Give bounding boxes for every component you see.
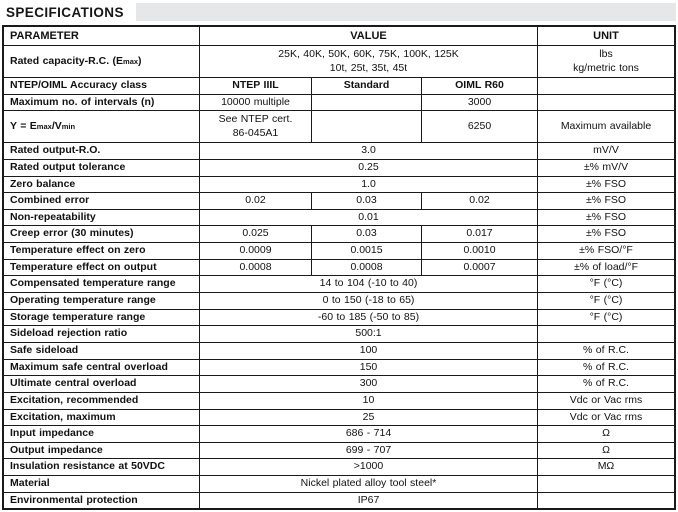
value-cell: 699 - 707 [200, 443, 538, 459]
section-titlebar [2, 2, 676, 23]
unit-cell: Ω [602, 427, 610, 440]
value-subcell: 0.0007 [422, 260, 538, 276]
parameter-cell: Ultimate central overload [4, 376, 200, 392]
parameter-cell: Material [4, 476, 200, 492]
table-row [4, 210, 674, 227]
header-unit: UNIT [593, 29, 619, 42]
value-cell: 25K, 40K, 50K, 60K, 75K, 100K, 125K 10t, 25t, 35t, 45t [200, 46, 538, 77]
table-row [4, 326, 674, 343]
value-cell: >1000 [200, 459, 538, 475]
parameter-cell: Creep error (30 minutes) [4, 226, 200, 242]
value-cell: 0.25 [200, 160, 538, 176]
unit-cell: °F (°C) [589, 277, 623, 290]
table-row [4, 476, 674, 493]
unit-cell: Vdc or Vac rms [569, 393, 643, 406]
value-subcell: 0.03 [312, 226, 422, 242]
table-row [4, 143, 674, 160]
specifications-table [2, 25, 676, 510]
value-subcell: 10000 multiple [200, 95, 312, 111]
value-subcell: See NTEP cert. 86-045A1 [200, 111, 312, 142]
unit-cell: ±% FSO [585, 177, 627, 190]
value-cell: 0.01 [200, 210, 538, 226]
value-subcell: 6250 [422, 111, 538, 142]
table-header-row [4, 27, 674, 46]
value-subcell: 0.02 [200, 193, 312, 209]
value-subcell: 0.0015 [312, 243, 422, 259]
value-subcell: 0.017 [422, 226, 538, 242]
table-row [4, 360, 674, 377]
parameter-cell: Safe sideload [4, 343, 200, 359]
parameter-cell: Maximum no. of intervals (n) [4, 95, 200, 111]
unit-cell [538, 493, 674, 509]
parameter-cell: Rated capacity-R.C. (E max ) [4, 46, 200, 77]
table-row [4, 276, 674, 293]
value-subcell: 0.02 [422, 193, 538, 209]
parameter-cell: Temperature effect on output [4, 260, 200, 276]
unit-cell: ±% FSO [585, 194, 627, 207]
table-row [4, 493, 674, 509]
parameter-cell: Input impedance [4, 426, 200, 442]
parameter-cell: Environmental protection [4, 493, 200, 509]
parameter-cell: Sideload rejection ratio [4, 326, 200, 342]
value-cell: 25 [200, 410, 538, 426]
table-row [4, 393, 674, 410]
value-subcell [312, 111, 422, 142]
value-subcell: NTEP IIIL [200, 78, 312, 94]
parameter-cell: Output impedance [4, 443, 200, 459]
unit-cell: Maximum available [560, 119, 652, 132]
parameter-cell: Rated output tolerance [4, 160, 200, 176]
parameter-cell: Zero balance [4, 177, 200, 193]
table-row [4, 111, 674, 143]
table-row [4, 95, 674, 112]
unit-cell: Ω [602, 443, 610, 456]
table-row [4, 410, 674, 427]
value-subcell: 0.0009 [200, 243, 312, 259]
unit-cell: ±% FSO [585, 227, 627, 240]
table-row [4, 193, 674, 210]
unit-cell: °F (°C) [589, 294, 623, 307]
parameter-cell: NTEP/OIML Accuracy class [4, 78, 200, 94]
value-subcell: 3000 [422, 95, 538, 111]
unit-cell: mV/V [593, 144, 619, 157]
parameter-cell: Y = E max /V min [4, 111, 200, 142]
unit-cell: MΩ [597, 460, 615, 473]
table-row [4, 310, 674, 327]
unit-cell [538, 95, 674, 111]
parameter-cell: Excitation, recommended [4, 393, 200, 409]
unit-cell: ±% FSO/°F [579, 244, 633, 257]
table-row [4, 78, 674, 95]
value-cell: 300 [200, 376, 538, 392]
spec-table-body [4, 46, 674, 508]
value-subcell: 0.0010 [422, 243, 538, 259]
table-row [4, 177, 674, 194]
table-row [4, 343, 674, 360]
table-row [4, 293, 674, 310]
unit-cell: lbs kg/metric tons [573, 47, 639, 74]
unit-cell [538, 326, 674, 342]
section-title: SPECIFICATIONS [6, 5, 124, 20]
table-row [4, 459, 674, 476]
table-row [4, 160, 674, 177]
unit-cell: % of R.C. [583, 360, 629, 373]
table-row [4, 226, 674, 243]
value-cell: 150 [200, 360, 538, 376]
unit-cell: ±% FSO [585, 210, 627, 223]
value-subcell [312, 95, 422, 111]
table-row [4, 46, 674, 78]
unit-cell: % of R.C. [583, 343, 629, 356]
unit-cell: Vdc or Vac rms [569, 410, 643, 423]
header-value: VALUE [200, 27, 538, 45]
value-cell: Nickel plated alloy tool steel* [200, 476, 538, 492]
value-subcell: 0.0008 [312, 260, 422, 276]
unit-cell [538, 476, 674, 492]
value-subcell: 0.03 [312, 193, 422, 209]
parameter-cell: Combined error [4, 193, 200, 209]
parameter-cell: Insulation resistance at 50VDC [4, 459, 200, 475]
table-row [4, 426, 674, 443]
parameter-cell: Temperature effect on zero [4, 243, 200, 259]
unit-cell: °F (°C) [589, 310, 623, 323]
parameter-cell: Non-repeatability [4, 210, 200, 226]
unit-cell: ±% mV/V [583, 160, 629, 173]
unit-cell [538, 78, 674, 94]
value-cell: 100 [200, 343, 538, 359]
parameter-cell: Maximum safe central overload [4, 360, 200, 376]
unit-cell: ±% of load/°F [573, 260, 639, 273]
value-cell: 3.0 [200, 143, 538, 159]
value-cell: 14 to 104 (-10 to 40) [200, 276, 538, 292]
parameter-cell: Storage temperature range [4, 310, 200, 326]
value-subcell: Standard [312, 78, 422, 94]
value-cell: 10 [200, 393, 538, 409]
parameter-cell: Compensated temperature range [4, 276, 200, 292]
parameter-cell: Operating temperature range [4, 293, 200, 309]
unit-cell: % of R.C. [583, 377, 629, 390]
table-row [4, 376, 674, 393]
parameter-cell: Rated output-R.O. [4, 143, 200, 159]
value-cell: 1.0 [200, 177, 538, 193]
value-subcell: 0.0008 [200, 260, 312, 276]
table-row [4, 443, 674, 460]
value-cell: 686 - 714 [200, 426, 538, 442]
value-cell: 500:1 [200, 326, 538, 342]
value-cell: IP67 [200, 493, 538, 509]
parameter-cell: Excitation, maximum [4, 410, 200, 426]
table-row [4, 243, 674, 260]
value-subcell: 0.025 [200, 226, 312, 242]
value-cell: 0 to 150 (-18 to 65) [200, 293, 538, 309]
value-cell: -60 to 185 (-50 to 85) [200, 310, 538, 326]
title-fill-bar [136, 3, 676, 21]
table-row [4, 260, 674, 277]
header-parameter: PARAMETER [4, 27, 200, 45]
value-subcell: OIML R60 [422, 78, 538, 94]
